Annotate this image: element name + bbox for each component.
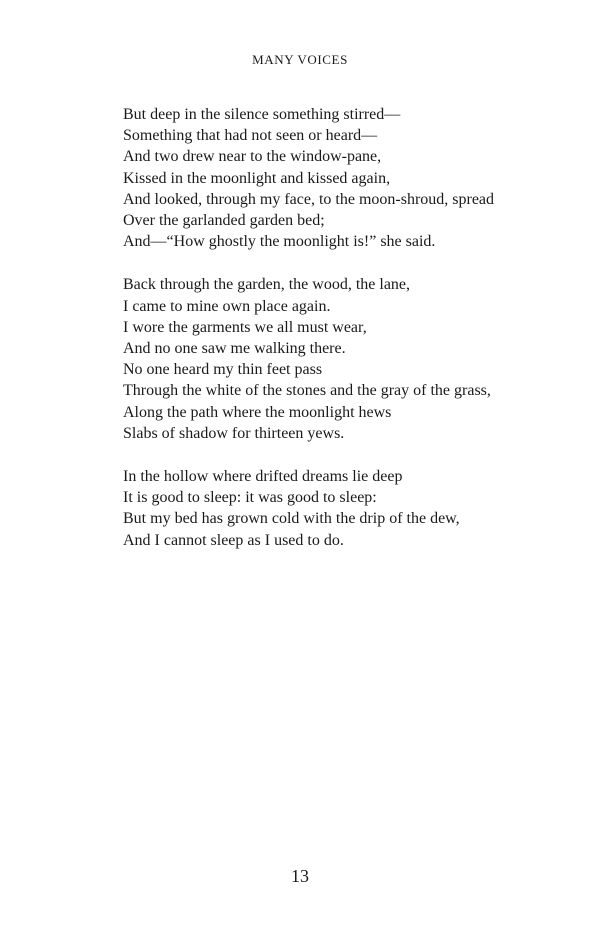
poem-line: Back through the garden, the wood, the lane, (123, 276, 411, 294)
poem-line: I wore the garments we all must wear, (123, 318, 367, 336)
page-number: 13 (291, 866, 309, 886)
poem-line: In the hollow where drifted dreams lie deep (123, 468, 403, 486)
stanza (123, 274, 583, 444)
poem-line: And I cannot sleep as I used to do. (123, 531, 344, 549)
poem-line: And—“How ghostly the moonlight is!” she said. (123, 233, 436, 251)
poem-line: Something that had not seen or heard— (123, 127, 378, 145)
stanza (123, 104, 583, 252)
poem-line: But deep in the silence something stirred— (123, 106, 401, 123)
poem-line: And no one saw me walking there. (123, 340, 346, 358)
poem-line: It is good to sleep: it was good to sleep: (123, 489, 377, 507)
poem-body (123, 104, 583, 573)
poem-line: I came to mine own place again. (123, 297, 331, 315)
poem-line: But my bed has grown cold with the drip of the dew, (123, 510, 460, 528)
poem-line: Over the garlanded garden bed; (123, 212, 325, 230)
poem-line: Through the white of the stones and the gray of the grass, (123, 382, 491, 400)
running-head: MANY VOICES (252, 52, 348, 67)
poem-line: Kissed in the moonlight and kissed again, (123, 169, 391, 187)
poem-line: And two drew near to the window-pane, (123, 148, 382, 166)
stanza (123, 466, 583, 551)
poem-line: Slabs of shadow for thirteen yews. (123, 424, 345, 442)
poem-line: And looked, through my face, to the moon-shroud, spread (123, 190, 495, 208)
poem-line: Along the path where the moonlight hews (123, 403, 392, 421)
poem-line: No one heard my thin feet pass (123, 361, 323, 379)
